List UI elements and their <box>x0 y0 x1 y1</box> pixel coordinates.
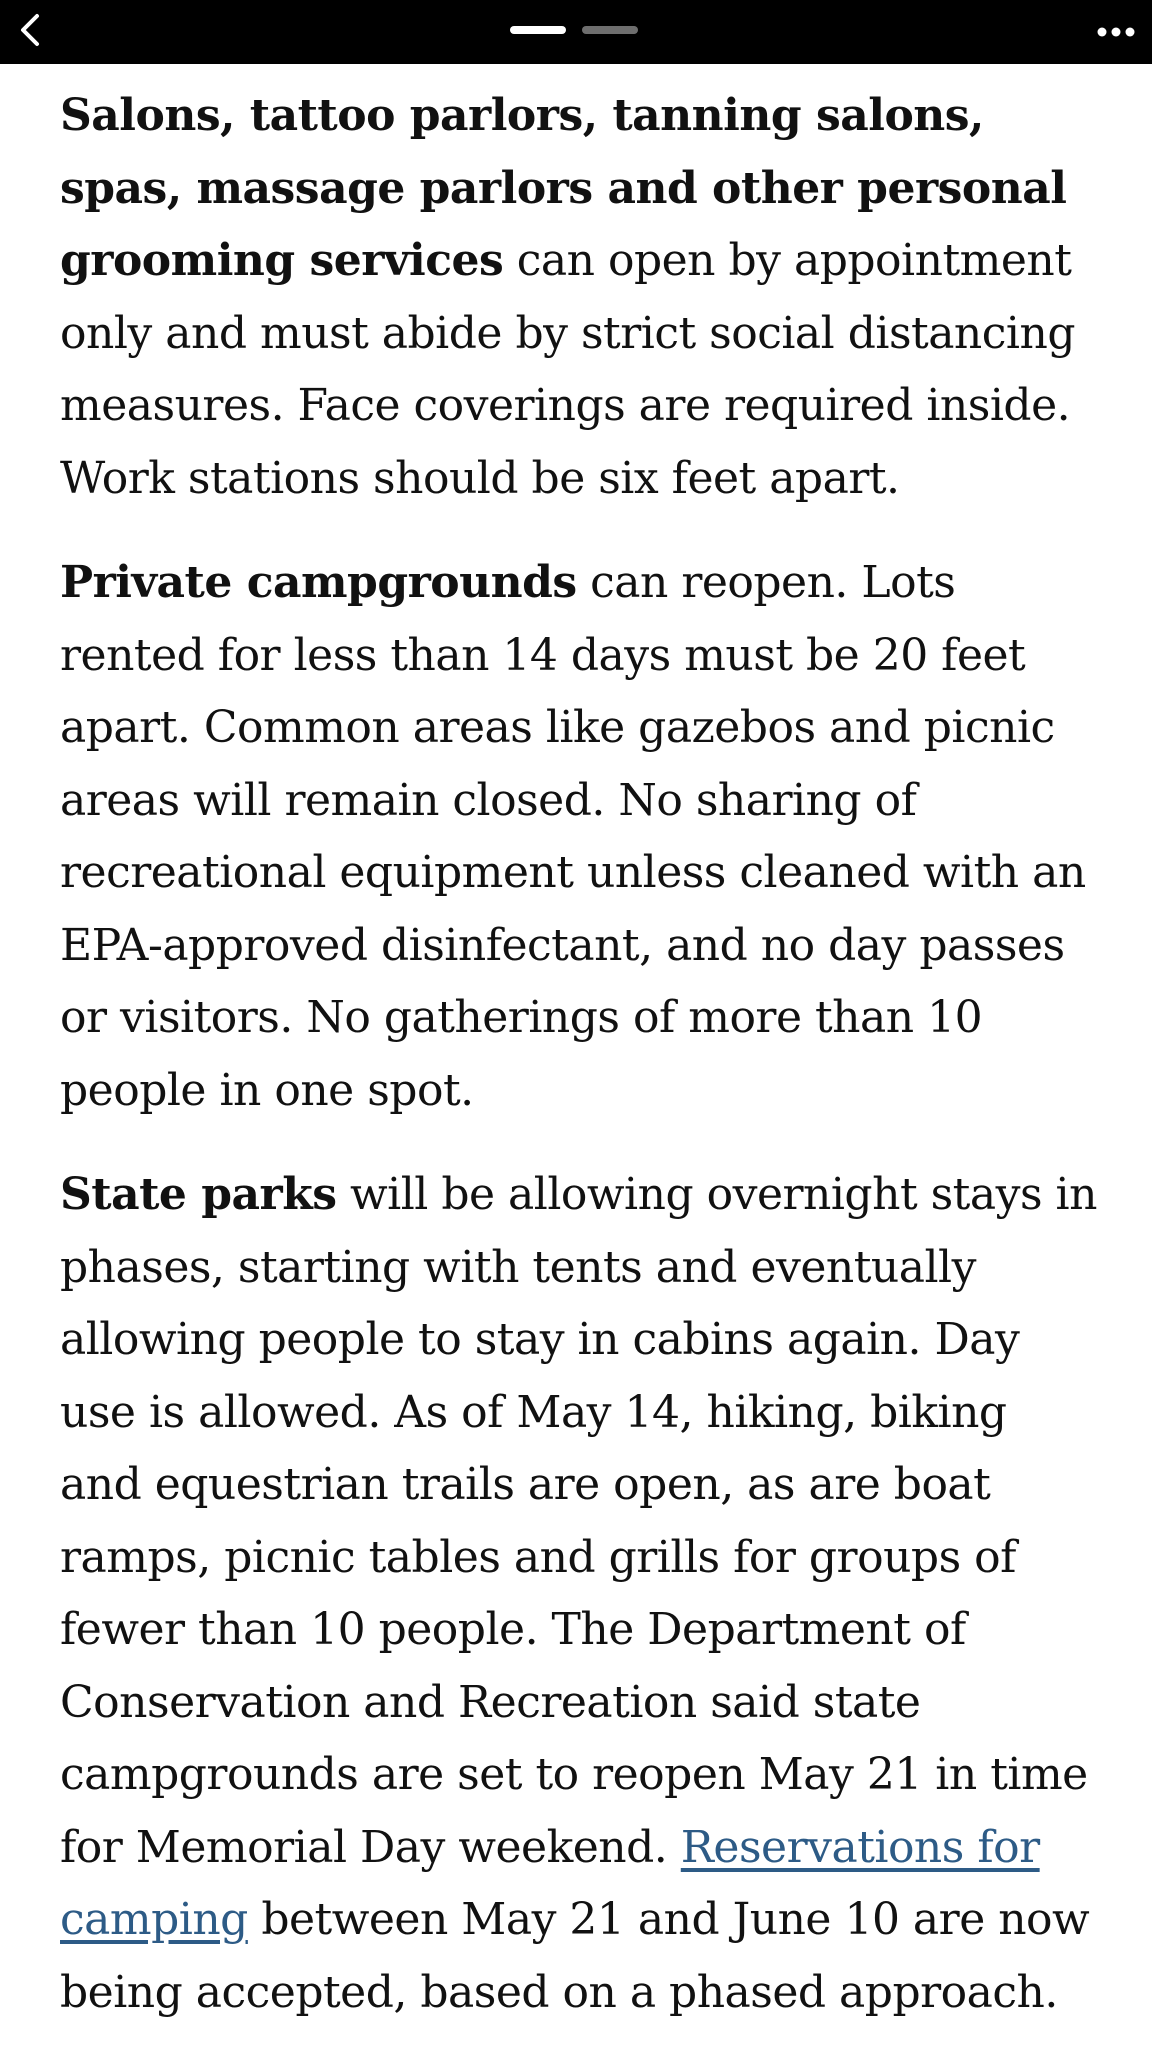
more-options-button[interactable] <box>1092 12 1140 52</box>
chevron-left-icon <box>19 13 41 47</box>
page-indicator <box>510 26 638 34</box>
paragraph-text: can open by appointment only and must abide by strict social distancing measures. Face coverings are required inside. Work stations should be six feet apart. <box>60 235 1075 504</box>
paragraph-salons <box>60 80 1100 515</box>
back-button[interactable] <box>8 8 52 52</box>
paragraph-text-after-link: between May 21 and June 10 are now being accepted, based on a phased approach. <box>60 1894 1090 2018</box>
reservations-link[interactable]: Reservations for camping <box>60 1821 1040 1945</box>
paragraph-campgrounds <box>60 547 1100 1127</box>
paragraph-lead-bold: Salons, tattoo parlors, tanning salons, spas, massage parlors and other personal grooming services <box>60 90 1067 286</box>
paragraph-state-parks <box>60 1159 1100 2029</box>
paragraph-text: can reopen. Lots rented for less than 14 days must be 20 feet apart. Common areas like gazebos and picnic areas will remain closed. No sharing of recreational equipment unless cleaned with an EPA-approved disinfectant, and no day passes or visitors. No gatherings of more than 10 people in one spot. <box>60 557 1086 1116</box>
page-indicator-inactive[interactable] <box>582 26 638 34</box>
page-indicator-active <box>510 26 566 34</box>
paragraph-lead-bold: State parks <box>60 1169 337 1220</box>
top-navigation-bar <box>0 0 1152 64</box>
paragraph-text: will be allowing overnight stays in phases, starting with tents and eventually allowing people to stay in cabins again. Day use is allowed. As of May 14, hiking, biking and equestrian trails are open, as are boat ramps, picnic tables and grills for groups of fewer than 10 people. The Department of Conservation and Recreation said state campgrounds are set to reopen May 21 in time for Memorial Day weekend. <box>60 1169 1097 1873</box>
article-body <box>60 80 1100 2061</box>
paragraph-lead-bold: Private campgrounds <box>60 557 577 608</box>
ellipsis-icon <box>1096 26 1136 38</box>
